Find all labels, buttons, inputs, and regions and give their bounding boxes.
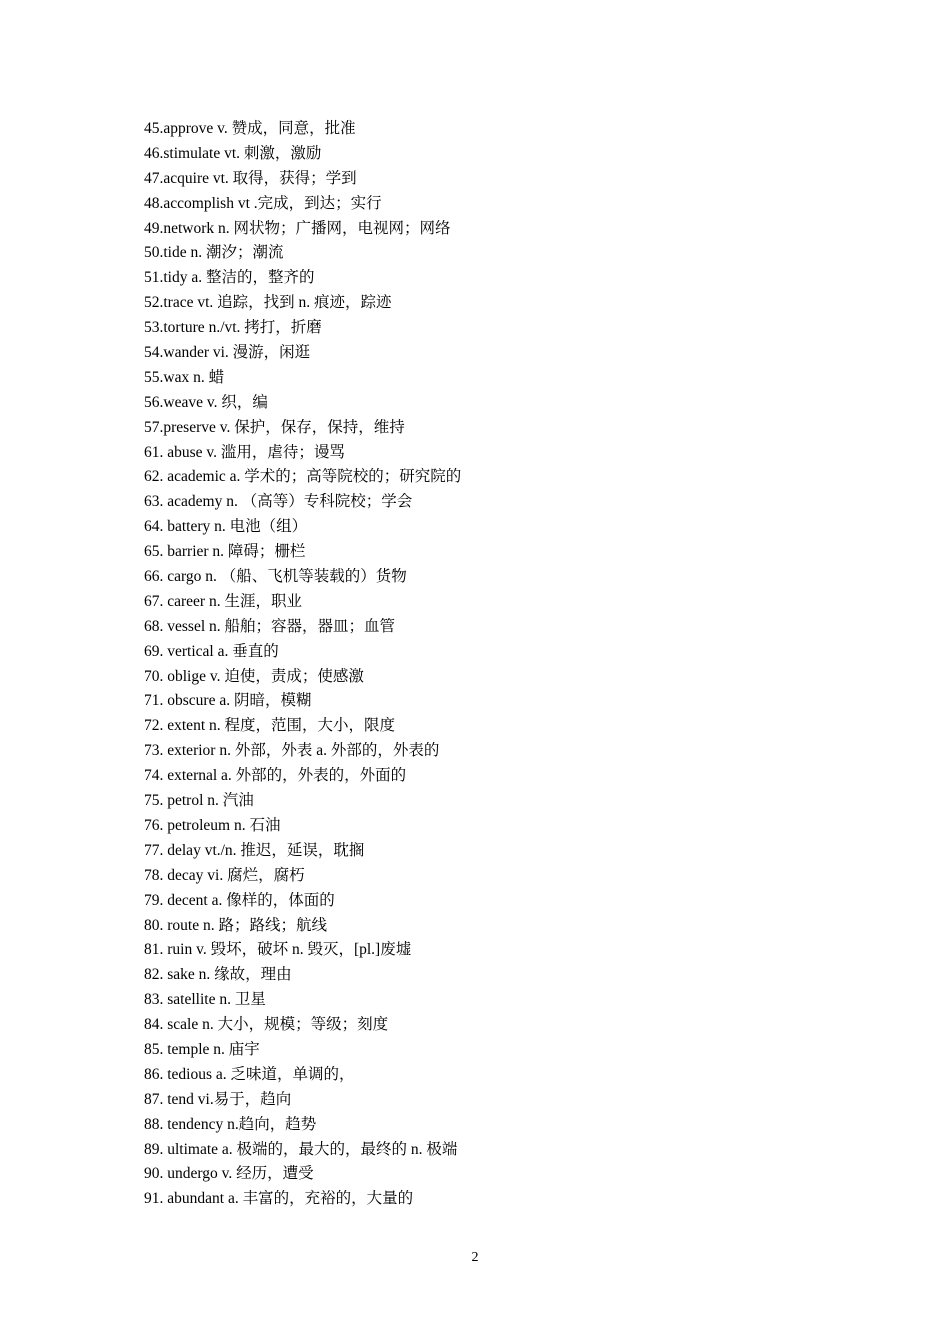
vocabulary-entry: 53.torture n./vt. 拷打，折磨 [144,319,322,337]
vocabulary-entry: 66. cargo n. （船、飞机等装载的）货物 [144,568,407,586]
vocabulary-entry: 84. scale n. 大小，规模；等级；刻度 [144,1016,389,1034]
vocabulary-entry: 89. ultimate a. 极端的，最大的，最终的 n. 极端 [144,1140,458,1158]
vocabulary-entry: 76. petroleum n. 石油 [144,816,281,834]
vocabulary-entry: 77. delay vt./n. 推迟，延误，耽搁 [144,841,365,859]
vocabulary-entry: 64. battery n. 电池（组） [144,518,308,536]
vocabulary-entry: 71. obscure a. 阴暗，模糊 [144,692,312,710]
vocabulary-entry: 50.tide n. 潮汐；潮流 [144,244,284,262]
vocabulary-entry: 63. academy n. （高等）专科院校；学会 [144,493,413,511]
vocabulary-entry: 56.weave v. 织，编 [144,393,268,411]
vocabulary-entry: 74. external a. 外部的，外表的，外面的 [144,767,407,785]
vocabulary-entry: 80. route n. 路；路线；航线 [144,916,327,934]
vocabulary-entry: 91. abundant a. 丰富的，充裕的，大量的 [144,1190,414,1208]
vocabulary-entry: 85. temple n. 庙宇 [144,1040,260,1058]
vocabulary-entry: 70. oblige v. 迫使，责成；使感激 [144,667,364,685]
vocabulary-entry: 90. undergo v. 经历，遭受 [144,1165,314,1183]
vocabulary-entry: 79. decent a. 像样的，体面的 [144,891,335,909]
vocabulary-entry: 57.preserve v. 保护，保存，保持，维持 [144,418,405,436]
vocabulary-entry: 48.accomplish vt .完成，到达；实行 [144,194,382,212]
vocabulary-entry: 67. career n. 生涯，职业 [144,592,302,610]
vocabulary-entry: 65. barrier n. 障碍；栅栏 [144,543,306,561]
page-number: 2 [471,1250,479,1265]
vocabulary-entry: 72. extent n. 程度，范围，大小，限度 [144,717,395,735]
vocabulary-entry: 45.approve v. 赞成，同意，批准 [144,120,356,137]
vocabulary-entry: 54.wander vi. 漫游，闲逛 [144,344,311,362]
vocabulary-entry: 69. vertical a. 垂直的 [144,642,279,660]
vocabulary-entry: 78. decay vi. 腐烂，腐朽 [144,866,305,884]
vocabulary-entry: 52.trace vt. 追踪，找到 n. 痕迹，踪迹 [144,294,392,312]
vocabulary-entry: 73. exterior n. 外部，外表 a. 外部的，外表的 [144,742,440,760]
vocabulary-entry: 47.acquire vt. 取得，获得；学到 [144,169,357,187]
vocabulary-entry: 55.wax n. 蜡 [144,368,225,386]
vocabulary-entry: 49.network n. 网状物；广播网，电视网；网络 [144,219,451,237]
vocabulary-entry: 62. academic a. 学术的；高等院校的；研究院的 [144,468,462,486]
vocabulary-entry: 81. ruin v. 毁坏，破坏 n. 毁灭，[pl.]废墟 [144,941,412,959]
vocabulary-entry: 68. vessel n. 船舶；容器，器皿；血管 [144,617,396,635]
vocabulary-entry: 82. sake n. 缘故，理由 [144,966,292,984]
vocabulary-entry: 87. tend vi.易于，趋向 [144,1090,292,1108]
vocabulary-entry: 83. satellite n. 卫星 [144,991,266,1009]
vocabulary-entry: 86. tedious a. 乏味道，单调的， [144,1065,355,1083]
vocabulary-list [144,117,461,1212]
vocabulary-entry: 51.tidy a. 整洁的，整齐的 [144,269,315,287]
vocabulary-entry: 88. tendency n.趋向，趋势 [144,1115,317,1133]
vocabulary-entry: 61. abuse v. 滥用，虐待；谩骂 [144,443,345,461]
vocabulary-entry: 75. petrol n. 汽油 [144,792,254,810]
vocabulary-entry: 46.stimulate vt. 刺激，激励 [144,144,322,162]
